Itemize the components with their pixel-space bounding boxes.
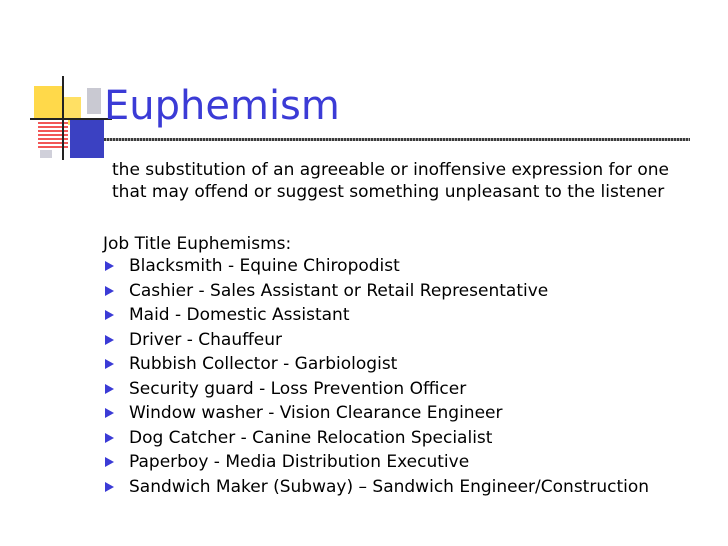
list-item-text: Security guard - Loss Prevention Officer [129, 378, 467, 399]
square-bullet-icon [105, 384, 114, 394]
definition-line-1: the substitution of an agreeable or inoffensive expression for one [112, 160, 669, 180]
slide-title: Euphemism [104, 83, 340, 129]
definition-text [112, 159, 728, 203]
square-bullet-icon [105, 310, 114, 320]
square-bullet-icon [105, 408, 114, 418]
square-bullet-icon [105, 482, 114, 492]
definition-line-2: that may offend or suggest something unpleasant to the listener [112, 182, 665, 202]
deco-yellow-block [34, 86, 64, 118]
list-item-text: Dog Catcher - Canine Relocation Specialist [129, 427, 493, 448]
square-bullet-icon [105, 433, 114, 443]
square-bullet-icon [105, 335, 114, 345]
square-bullet-icon [105, 286, 114, 296]
square-bullet-icon [105, 261, 114, 271]
list-item-text: Maid - Domestic Assistant [129, 305, 350, 325]
title-underline-rule [104, 138, 690, 141]
deco-grey-block [87, 88, 101, 114]
list-subheading: Job Title Euphemisms: [103, 234, 292, 254]
list-item-text: Driver - Chauffeur [129, 329, 283, 350]
list-item-text: Blacksmith - Equine Chiropodist [129, 256, 400, 276]
square-bullet-icon [105, 359, 114, 369]
square-bullet-icon [105, 457, 114, 467]
list-item-text: Cashier - Sales Assistant or Retail Representative [129, 280, 549, 301]
list-item-text: Sandwich Maker (Subway) – Sandwich Engineer/Construction [129, 476, 650, 497]
list-item-text: Paperboy - Media Distribution Executive [129, 452, 470, 472]
list-item-text: Rubbish Collector - Garbiologist [129, 354, 398, 374]
list-item-text: Window washer - Vision Clearance Engineer [129, 403, 503, 423]
deco-grey-block-small [40, 150, 52, 158]
deco-horizontal-line [30, 118, 112, 120]
deco-blue-block [70, 118, 104, 158]
